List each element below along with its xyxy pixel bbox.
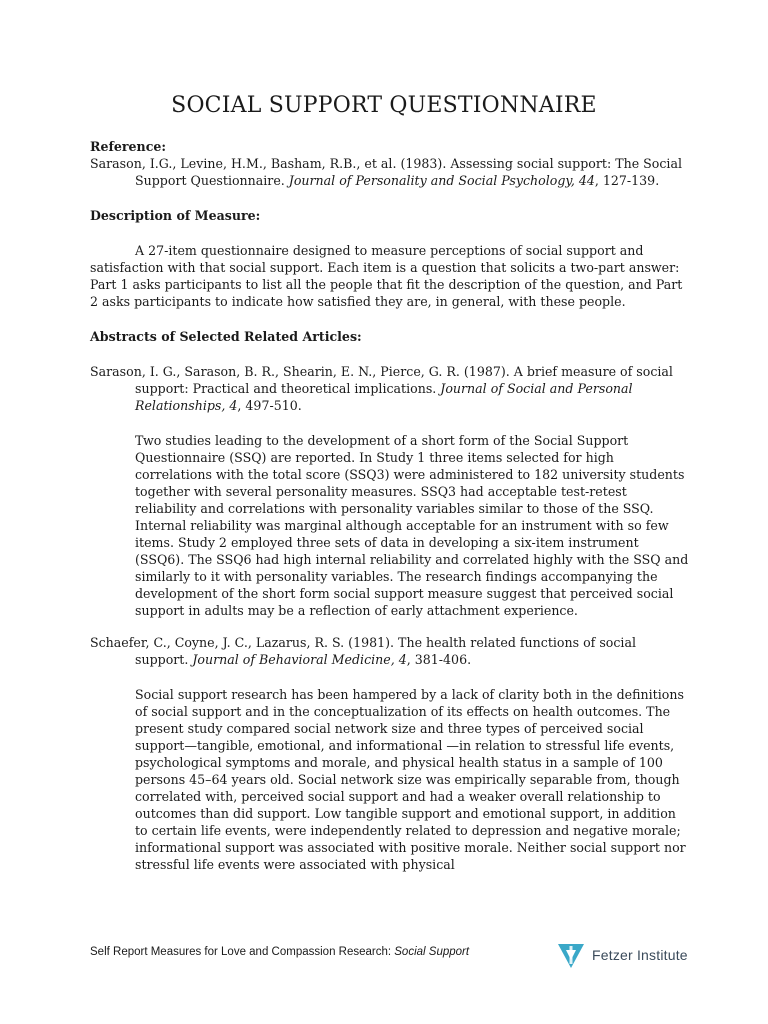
fetzer-logo — [556, 940, 688, 970]
article-pages: , 381-406. — [406, 652, 472, 667]
article-journal: Journal of Social and Personal Relationships, 4 — [135, 381, 633, 413]
description-text: A 27-item questionnaire designed to measure perceptions of social support and satisfaction with that social support. Each item is a question that solicits a two-part answer: Part 1 asks participants to list all the people that fit the description of the question, and Part 2 asks participants to indicate how satisfied they are, in general, with these people. — [90, 243, 683, 309]
article-citation-text: Sarason, I. G., Sarason, B. R., Shearin, E. N., Pierce, G. R. (1987). A brief measure of social support: Practical and theoretical implications. — [90, 364, 673, 396]
page-footer — [90, 946, 469, 958]
fetzer-logo-icon — [556, 940, 586, 970]
reference-citation-text: Sarason, I.G., Levine, H.M., Basham, R.B., et al. (1983). Assessing social support: The Social Support Questionnaire. — [90, 156, 682, 188]
article-citation-text: Schaefer, C., Coyne, J. C., Lazarus, R. S. (1981). The health related functions of social support. — [90, 635, 636, 667]
article-citation-1 — [90, 363, 690, 414]
description-heading: Description of Measure: — [90, 208, 261, 223]
document-body — [90, 138, 690, 873]
footer-topic: Social Support — [394, 946, 470, 958]
article-abstract-2: Social support research has been hampered by a lack of clarity both in the definitions of social support and in the conceptualization of its effects on health outcomes. The present study compared social network size and three types of perceived social support—tangible, emotional, and informational —in relation to stressful life events, psychological symptoms and morale, and physical health status in a sample of 100 persons 45–64 years old. Social network size was empirically separable from, though correlated with, perceived social support and had a weaker overall relationship to outcomes than did support. Low tangible support and emotional support, in addition to certain life events, were independently related to depression and negative morale; informational support was associated with positive morale. Neither social support nor stressful life events were associated with physical — [135, 687, 686, 872]
footer-text: Self Report Measures for Love and Compassion Research: — [90, 946, 395, 958]
reference-heading: Reference: — [90, 139, 167, 154]
abstracts-heading: Abstracts of Selected Related Articles: — [90, 329, 362, 344]
article-citation-2 — [90, 634, 690, 668]
page-title: SOCIAL SUPPORT QUESTIONNAIRE — [171, 93, 597, 118]
logo-text: Fetzer Institute — [592, 947, 688, 963]
reference-journal: Journal of Personality and Social Psychology, 44 — [288, 173, 595, 188]
reference-pages: , 127-139. — [594, 173, 660, 188]
article-journal: Journal of Behavioral Medicine, 4 — [192, 652, 407, 667]
article-abstract-1: Two studies leading to the development of a short form of the Social Support Questionnaire (SSQ) are reported. In Study 1 three items selected for high correlations with the total score (SSQ3) were administered to 182 university students together with several personality measures. SSQ3 had acceptable test-retest reliability and correlations with personality variables similar to those of the SSQ. Internal reliability was marginal although acceptable for an instrument with so few items. Study 2 employed three sets of data in developing a six-item instrument (SSQ6). The SSQ6 had high internal reliability and correlated highly with the SSQ and similarly to it with personality variables. The research findings accompanying the development of the short form social support measure suggest that perceived social support in adults may be a reflection of early attachment experience. — [135, 433, 689, 618]
reference-citation — [90, 155, 690, 189]
article-pages: , 497-510. — [237, 398, 302, 413]
